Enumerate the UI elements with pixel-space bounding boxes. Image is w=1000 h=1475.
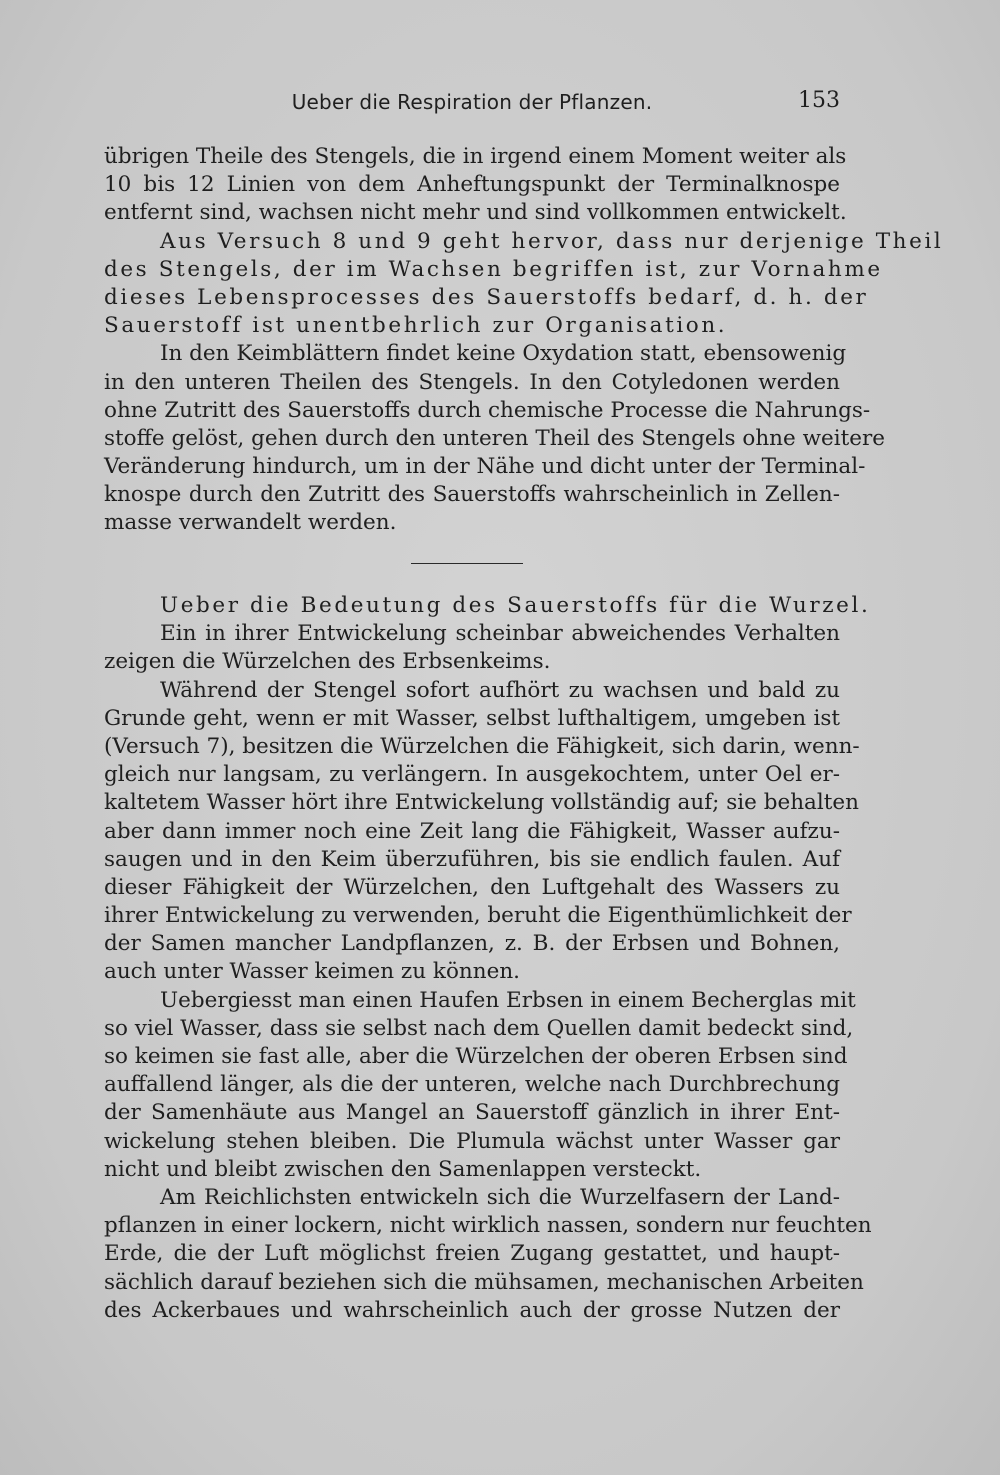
text-line: Uebergiesst man einen Haufen Erbsen in einem Becherglas mit <box>160 987 856 1013</box>
text-line: Veränderung hindurch, um in der Nähe und dicht unter der Terminal- <box>104 454 866 480</box>
page-number: 153 <box>798 88 840 113</box>
text-line: auffallend länger, als die der unteren, welche nach Durchbrechung <box>104 1072 840 1098</box>
text-line: sächlich darauf beziehen sich die mühsamen, mechanischen Arbeiten <box>104 1269 864 1295</box>
text-line: Ein in ihrer Entwickelung scheinbar abweichendes Verhalten <box>160 621 840 647</box>
text-line: der Samen mancher Landpflanzen, z. B. der Erbsen und Bohnen, <box>104 931 840 957</box>
text-line: Aus Versuch 8 und 9 geht hervor, dass nur derjenige Theil <box>160 228 944 254</box>
text-line: auch unter Wasser keimen zu können. <box>104 959 521 985</box>
text-line: aber dann immer noch eine Zeit lang die Fähigkeit, Wasser aufzu- <box>104 818 840 844</box>
text-line: kaltetem Wasser hört ihre Entwickelung vollständig auf; sie behalten <box>104 790 859 816</box>
text-line: stoffe gelöst, gehen durch den unteren Theil des Stengels ohne weitere <box>104 425 885 451</box>
text-line: des Ackerbaues und wahrscheinlich auch der grosse Nutzen der <box>104 1297 840 1323</box>
text-line: 10 bis 12 Linien von dem Anheftungspunkt der Terminalknospe <box>104 172 840 198</box>
text-line: masse verwandelt werden. <box>104 510 397 536</box>
text-line: übrigen Theile des Stengels, die in irgend einem Moment weiter als <box>104 144 847 169</box>
text-line: Am Reichlichsten entwickeln sich die Wurzelfasern der Land- <box>160 1184 840 1210</box>
text-line: saugen und in den Keim überzuführen, bis sie endlich faulen. Auf <box>104 846 840 872</box>
text-line: Sauerstoff ist unentbehrlich zur Organisation. <box>104 313 728 339</box>
text-line: pflanzen in einer lockern, nicht wirklich nassen, sondern nur feuchten <box>104 1213 872 1239</box>
text-line: knospe durch den Zutritt des Sauerstoffs wahrscheinlich in Zellen- <box>104 482 840 508</box>
text-line: Erde, die der Luft möglichst freien Zugang gestattet, und haupt- <box>104 1241 840 1267</box>
running-head: Ueber die Respiration der Pflanzen. <box>291 90 653 114</box>
section-heading: Ueber die Bedeutung des Sauerstoffs für die Wurzel. <box>160 593 871 618</box>
text-line: gleich nur langsam, zu verlängern. In ausgekochtem, unter Oel er- <box>104 762 840 788</box>
text-line: ihrer Entwickelung zu verwenden, beruht die Eigenthümlichkeit der <box>104 903 852 929</box>
text-line: In den Keimblättern findet keine Oxydation statt, ebensowenig <box>160 341 847 367</box>
text-line: entfernt sind, wachsen nicht mehr und sind vollkommen entwickelt. <box>104 200 847 226</box>
text-line: dieser Fähigkeit der Würzelchen, den Luftgehalt des Wassers zu <box>104 874 840 900</box>
text-line: ohne Zutritt des Sauerstoffs durch chemische Processe die Nahrungs- <box>104 397 871 423</box>
text-line: so keimen sie fast alle, aber die Würzelchen der oberen Erbsen sind <box>104 1044 848 1069</box>
text-line: des Stengels, der im Wachsen begriffen ist, zur Vornahme <box>104 256 883 282</box>
text-line: so viel Wasser, dass sie selbst nach dem Quellen damit bedeckt sind, <box>104 1015 854 1041</box>
text-block-1 <box>104 143 944 538</box>
page-header <box>104 88 840 118</box>
text-line: Während der Stengel sofort aufhört zu wachsen und bald zu <box>160 677 840 703</box>
text-line: (Versuch 7), besitzen die Würzelchen die Fähigkeit, sich darin, wenn- <box>104 733 860 759</box>
text-line: wickelung stehen bleiben. Die Plumula wächst unter Wasser gar <box>104 1128 840 1154</box>
text-line: der Samenhäute aus Mangel an Sauerstoff gänzlich in ihrer Ent- <box>104 1100 840 1126</box>
section-divider <box>411 563 523 564</box>
text-line: dieses Lebensprocesses des Sauerstoffs bedarf, d. h. der <box>104 284 869 310</box>
text-line: in den unteren Theilen des Stengels. In den Cotyledonen werden <box>104 369 840 395</box>
text-line: zeigen die Würzelchen des Erbsenkeims. <box>104 649 551 675</box>
text-line: Grunde geht, wenn er mit Wasser, selbst lufthaltigem, umgeben ist <box>104 705 840 731</box>
text-line: nicht und bleibt zwischen den Samenlappen versteckt. <box>104 1156 702 1182</box>
text-block-2 <box>104 592 872 1325</box>
